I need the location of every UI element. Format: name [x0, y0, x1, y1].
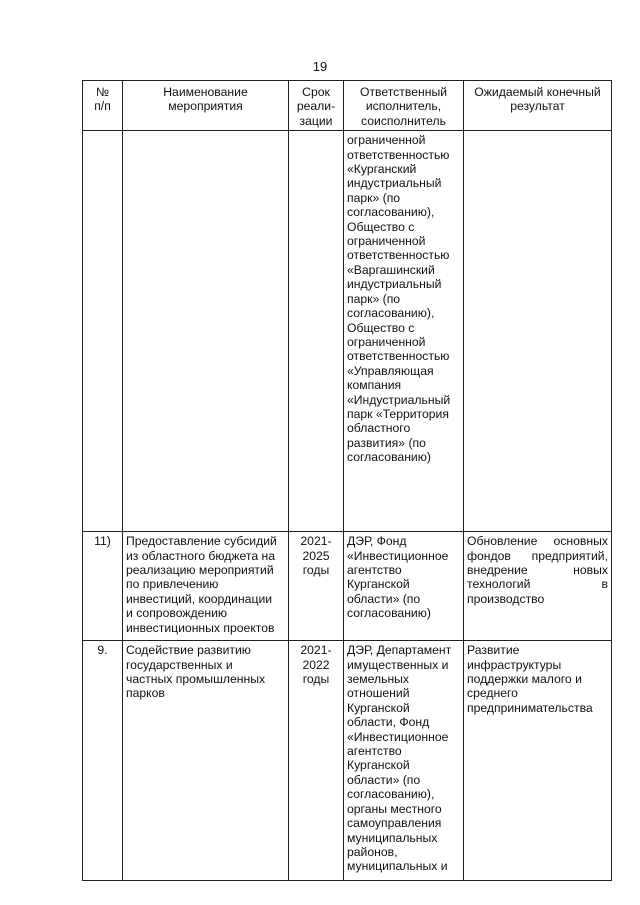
header-executor: Ответственный исполнитель, соисполнитель: [344, 81, 464, 131]
header-name: Наименование мероприятия: [123, 81, 289, 131]
row-result: Обновление основных фондов предприятий, внедрение новых технологий в производство: [464, 532, 612, 641]
row-result: [464, 131, 612, 532]
row-result: Развитие инфраструктуры поддержки малого и среднего предпринимательства: [464, 641, 612, 881]
table-row: [83, 641, 612, 881]
row-executor: ДЭР, Департамент имущественных и земельных отношений Курганской области, Фонд «Инвестиционное агентство Курганской области» (по согласованию), органы местного самоуправления муниципальных районов, муниципальных и: [344, 641, 464, 881]
header-num: № п/п: [83, 81, 123, 131]
header-term: Срок реали- зации: [289, 81, 344, 131]
page-number: 19: [312, 59, 328, 74]
row-term: 2021- 2022 годы: [289, 641, 344, 881]
row-term: [289, 131, 344, 532]
row-executor: ограниченной ответственностью «Курганский индустриальный парк» (по согласованию), Общество с ограниченной ответственностью «Варгашинский индустриальный парк» (по согласованию), Общество с ограниченной ответственностью «Управляющая компания «Индустриальный парк «Территория областного развития» (по согласованию): [344, 131, 464, 532]
table-row: [83, 131, 612, 532]
header-result: Ожидаемый конечный результат: [464, 81, 612, 131]
row-executor: ДЭР, Фонд «Инвестиционное агентство Курганской области» (по согласованию): [344, 532, 464, 641]
table-header-row: [83, 81, 612, 131]
row-num: 9.: [83, 641, 123, 881]
table-row: [83, 532, 612, 641]
row-name: Предоставление субсидий из областного бюджета на реализацию мероприятий по привлечению инвестиций, координации и сопровождению инвестиционных проектов: [123, 532, 289, 641]
row-num: 11): [83, 532, 123, 641]
row-term: 2021- 2025 годы: [289, 532, 344, 641]
row-name: Содействие развитию государственных и частных промышленных парков: [123, 641, 289, 881]
measures-table: [82, 80, 612, 881]
row-num: [83, 131, 123, 532]
row-name: [123, 131, 289, 532]
